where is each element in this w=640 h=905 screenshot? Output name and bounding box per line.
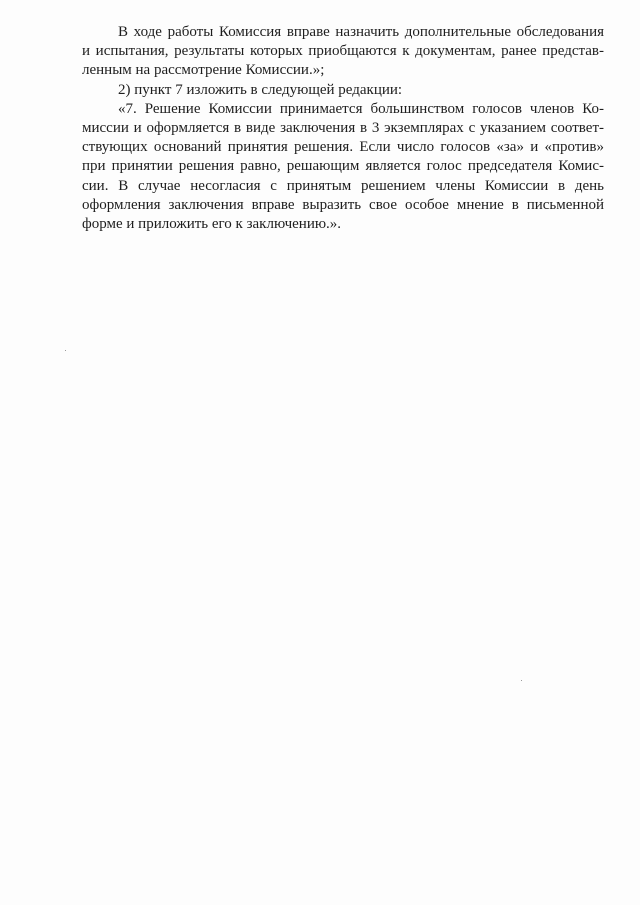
- text-line: при принятии решения равно, решающим является голос председателя Комис-: [82, 158, 604, 175]
- text-line: 2) пункт 7 изложить в следующей редакции:: [118, 81, 403, 98]
- text-line: сии. В случае несогласия с принятым решением члены Комиссии в день: [82, 177, 604, 194]
- text-line: ствующих оснований принятия решения. Если число голосов «за» и «против»: [82, 139, 604, 156]
- scan-speck: [65, 350, 66, 351]
- paragraph-item-7-text: [82, 100, 604, 234]
- paragraph-commission-examinations: [82, 23, 604, 81]
- text-line: В ходе работы Комиссия вправе назначить дополнительные обследования: [118, 24, 604, 40]
- text-line: оформления заключения вправе выразить свое особое мнение в письменной: [82, 196, 604, 213]
- document-body: [82, 23, 604, 234]
- text-line: «7. Решение Комиссии принимается большинством голосов членов Ко-: [118, 100, 604, 117]
- text-line: и испытания, результаты которых приобщаются к документам, ранее представ-: [82, 43, 604, 60]
- text-line: ленным на рассмотрение Комиссии.»;: [82, 62, 325, 79]
- text-line: форме и приложить его к заключению.».: [82, 216, 342, 233]
- text-line: миссии и оформляется в виде заключения в 3 экземплярах с указанием соответ-: [82, 120, 604, 137]
- scan-speck: [521, 680, 522, 681]
- paragraph-item-7-instruction: [82, 81, 604, 100]
